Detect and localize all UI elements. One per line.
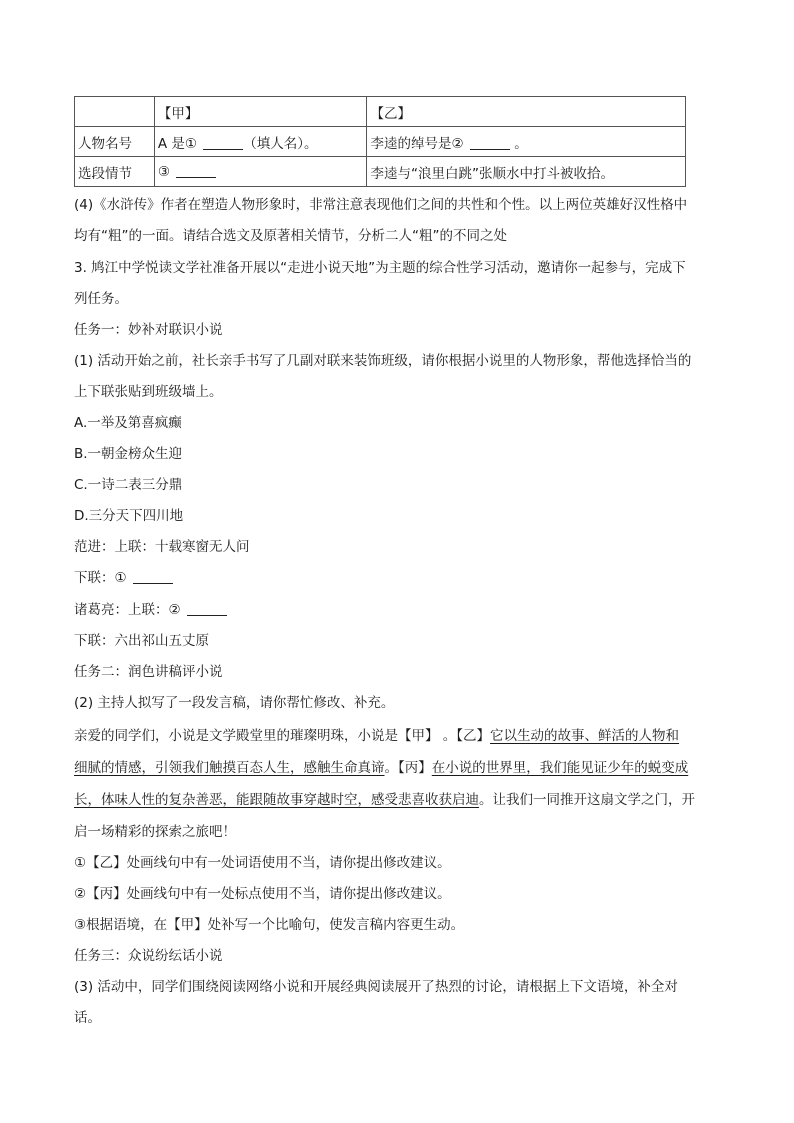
option-b: B.一朝金榜众生迎 <box>74 446 183 462</box>
speech-segment: 。【丙】 <box>384 760 432 776</box>
cell-text: 李逵的绰号是② <box>370 135 468 152</box>
speech-segment: 亲爱的同学们，小说是文学殿堂里的璀璨明珠，小说是【甲】 。【乙】 <box>74 728 491 744</box>
cell-text: 。 <box>514 135 528 152</box>
answer-blank[interactable] <box>133 569 173 584</box>
option-c: C.一诗二表三分鼎 <box>74 477 183 493</box>
speech-text <box>74 726 679 746</box>
task-heading: 任务二：润色讲稿评小说 <box>74 664 223 680</box>
cell-text: ③ <box>157 164 175 180</box>
answer-blank[interactable] <box>176 163 216 178</box>
question-text: (1) 活动开始之前，社长亲手书写了几副对联来装饰班级，请你根据小说里的人物形象，帮他选择恰当的 <box>74 353 692 369</box>
answer-blank[interactable] <box>203 135 243 150</box>
underlined-sentence: 细腻的情感，引领我们触摸百态人生，感触生命真谛 <box>74 760 385 776</box>
option-a: A.一举及第喜疯癫 <box>74 415 182 431</box>
table-row <box>75 97 686 127</box>
table-row <box>75 157 686 187</box>
cell-text: （填人名）。 <box>243 135 318 152</box>
underlined-sentence: 长，体味人性的复杂善恶，能跟随故事穿越时空，感受悲喜收获启迪 <box>74 792 479 808</box>
question-text: 列任务。 <box>74 291 128 307</box>
table-header-cell: 【乙】 <box>367 97 686 127</box>
table-cell <box>154 127 367 157</box>
speech-text <box>74 790 695 810</box>
question-text: 话。 <box>74 1010 101 1026</box>
table-header-cell <box>75 97 155 127</box>
cell-text: A 是① <box>157 135 202 152</box>
question-text: 上下联张贴到班级墙上。 <box>74 384 223 400</box>
question-text: ①【乙】处画线句中有一处词语使用不当，请你提出修改建议。 <box>74 855 451 871</box>
question-text: ②【丙】处画线句中有一处标点使用不当，请你提出修改建议。 <box>74 886 451 902</box>
question-text: (2) 主持人拟写了一段发言稿，请你帮忙修改、补充。 <box>74 695 395 711</box>
question-text: ③根据语境，在【甲】处补写一个比喻句，使发言稿内容更生动。 <box>74 917 465 933</box>
couplet-text <box>74 600 227 620</box>
task-heading: 任务三：众说纷纭话小说 <box>74 948 223 964</box>
option-d: D.三分天下四川地 <box>74 508 184 524</box>
couplet-label: 诸葛亮：上联：② <box>74 602 185 618</box>
table-cell <box>154 157 367 187</box>
couplet-text: 下联：六出祁山五丈原 <box>74 633 209 649</box>
question-text: 均有“粗”的一面。请结合选文及原著相关情节，分析二人“粗”的不同之处 <box>74 228 507 244</box>
underlined-sentence: 它以生动的故事、鲜活的人物和 <box>490 728 680 744</box>
speech-text <box>74 758 688 778</box>
question-text: (4)《水浒传》作者在塑造人物形象时，非常注意表现他们之间的共性和个性。以上两位英雄好汉性格中 <box>74 197 688 213</box>
underlined-sentence: 在小说的世界里，我们能见证少年的蜕变成 <box>431 760 689 776</box>
table-row <box>75 127 686 157</box>
couplet-text: 范进：上联：十载寒窗无人问 <box>74 539 250 555</box>
speech-segment: 。让我们一同推开这扇文学之门，开 <box>479 792 695 808</box>
couplet-label: 下联：① <box>74 570 131 586</box>
answer-blank[interactable] <box>470 135 510 150</box>
table-cell <box>367 127 686 157</box>
question-text: 3. 鸠江中学悦读文学社准备开展以“走进小说天地”为主题的综合性学习活动，邀请你一起参与，完成下 <box>74 260 686 276</box>
answer-blank[interactable] <box>187 601 227 616</box>
table-cell: 李逵与“浪里白跳”张顺水中打斗被收拾。 <box>367 157 686 187</box>
table-cell: 选段情节 <box>75 157 155 187</box>
question-text: (3) 活动中，同学们围绕阅读网络小说和开展经典阅读展开了热烈的讨论，请根据上下文语境，补全对 <box>74 979 678 995</box>
task-heading: 任务一：妙补对联识小说 <box>74 322 223 338</box>
table-header-cell: 【甲】 <box>154 97 367 127</box>
couplet-text <box>74 568 173 588</box>
table-cell: 人物名号 <box>75 127 155 157</box>
speech-text: 启一场精彩的探索之旅吧！ <box>74 824 236 840</box>
comparison-table <box>74 96 686 187</box>
